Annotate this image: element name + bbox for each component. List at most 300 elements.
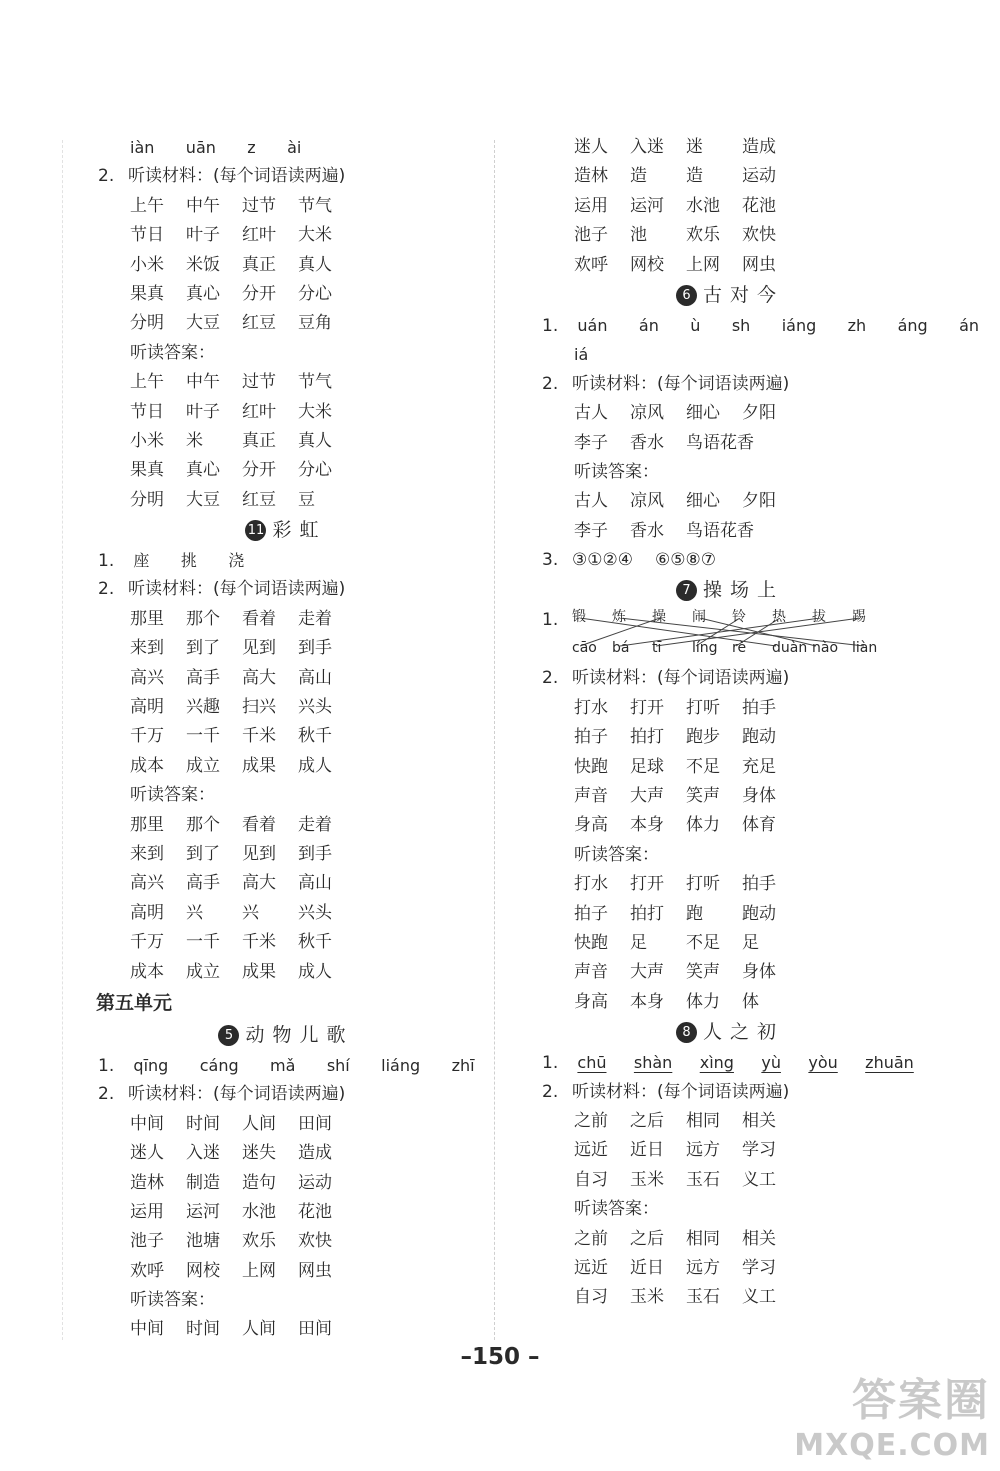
word: 体 xyxy=(742,991,759,1012)
word-row xyxy=(96,368,476,397)
word: 池 xyxy=(630,225,647,246)
word: 玉米 xyxy=(630,1169,664,1190)
lesson-number-badge: 6 xyxy=(676,285,697,306)
word-row xyxy=(96,1227,476,1256)
word-row xyxy=(540,221,920,250)
word: 兴头 xyxy=(298,697,332,718)
word: 兴趣 xyxy=(186,697,220,718)
word: 花池 xyxy=(298,1201,332,1222)
word: 成果 xyxy=(242,961,276,982)
word-row xyxy=(96,664,476,693)
question-1: 1. 座 挑 浇 xyxy=(98,551,245,572)
word: 看着 xyxy=(242,814,276,835)
word: 入迷 xyxy=(630,137,664,157)
word: 红叶 xyxy=(242,401,276,422)
lesson-heading: 7 操场上 xyxy=(540,575,920,606)
word: 高山 xyxy=(298,667,332,688)
word: 迷失 xyxy=(242,1143,276,1164)
word: 相关 xyxy=(742,1110,776,1131)
word-row xyxy=(96,840,476,869)
word: 身高 xyxy=(574,991,608,1012)
word: 来到 xyxy=(130,843,164,864)
word-row xyxy=(540,723,920,752)
word: 造 xyxy=(686,166,703,187)
answer-rows xyxy=(540,870,920,1017)
word-row xyxy=(96,605,476,634)
word: 走着 xyxy=(298,814,332,835)
word: 运用 xyxy=(574,195,608,216)
answer-rows xyxy=(540,487,920,546)
word: 香水 xyxy=(630,520,664,541)
word: 高大 xyxy=(242,667,276,688)
word: 扫兴 xyxy=(242,697,276,718)
word: 跑步 xyxy=(686,727,720,748)
word: 不足 xyxy=(686,756,720,777)
word-row xyxy=(540,1225,920,1254)
word: 凉风 xyxy=(630,491,664,512)
question-2-label: 2. 听读材料：(每个词语读两遍) xyxy=(98,1084,346,1105)
left-margin-rule xyxy=(62,140,63,1340)
word: 时间 xyxy=(186,1319,220,1340)
word: 远方 xyxy=(686,1140,720,1161)
word-row xyxy=(96,958,476,987)
word: 跑动 xyxy=(742,727,776,748)
word: 果真 xyxy=(130,460,164,481)
answer-rows xyxy=(540,1225,920,1313)
word: 高大 xyxy=(242,873,276,894)
word-rows xyxy=(540,399,920,458)
word-row xyxy=(540,1136,920,1165)
word: 欢快 xyxy=(742,225,776,246)
word: 上网 xyxy=(242,1260,276,1281)
word: 真正 xyxy=(242,430,276,451)
answer-rows xyxy=(96,811,476,987)
answer-rows xyxy=(96,1315,476,1344)
word: 运河 xyxy=(630,195,664,216)
right-column xyxy=(540,133,980,1313)
word: 秋千 xyxy=(298,932,332,953)
word: 成立 xyxy=(186,755,220,776)
word: 造林 xyxy=(130,1172,164,1193)
word: 千米 xyxy=(242,932,276,953)
question-2-label: 2. 听读材料：(每个词语读两遍) xyxy=(542,1081,790,1102)
word: 到了 xyxy=(186,638,220,659)
word: 欢呼 xyxy=(574,254,608,275)
word: 叶子 xyxy=(186,225,220,246)
word: 打水 xyxy=(574,697,608,718)
word: 鸟语花香 xyxy=(686,520,754,541)
word-row xyxy=(540,900,920,929)
word-row xyxy=(96,309,476,338)
word: 玉米 xyxy=(630,1287,664,1308)
word: 兴 xyxy=(186,902,203,923)
word: 秋千 xyxy=(298,726,332,747)
word: 豆 xyxy=(298,489,315,510)
word-row xyxy=(96,456,476,485)
word: 身体 xyxy=(742,962,776,983)
word: 身高 xyxy=(574,815,608,836)
word: 红豆 xyxy=(242,489,276,510)
word-row xyxy=(96,1257,476,1286)
match-pinyin: cāo bá tī líng rè duàn nào liàn xyxy=(572,640,878,657)
word: 拍打 xyxy=(630,903,664,924)
word: 本身 xyxy=(630,991,664,1012)
word: 成果 xyxy=(242,755,276,776)
word: 高手 xyxy=(186,667,220,688)
word-row xyxy=(96,634,476,663)
word: 看着 xyxy=(242,608,276,629)
word: 学习 xyxy=(742,1257,776,1278)
word: 上网 xyxy=(686,254,720,275)
word: 真正 xyxy=(242,254,276,275)
word: 米饭 xyxy=(186,254,220,275)
word: 过节 xyxy=(242,195,276,216)
word: 相同 xyxy=(686,1110,720,1131)
word: 之后 xyxy=(630,1228,664,1249)
word: 细心 xyxy=(686,403,720,424)
match-characters: 锻 炼 操 闹 铃 热 拔 踢 xyxy=(572,609,866,626)
word: 李子 xyxy=(574,432,608,453)
lesson-number-badge: 7 xyxy=(676,580,697,601)
word-rows xyxy=(96,1110,476,1286)
word: 之前 xyxy=(574,1110,608,1131)
word: 快跑 xyxy=(574,756,608,777)
word: 造 xyxy=(630,166,647,187)
word: 笑声 xyxy=(686,786,720,807)
question-1: 1. uán án ù sh iáng zh áng án xyxy=(542,315,980,336)
word: 分明 xyxy=(130,489,164,510)
word: 分开 xyxy=(242,283,276,304)
word: 运动 xyxy=(298,1172,332,1193)
word: 高明 xyxy=(130,902,164,923)
word: 玉石 xyxy=(686,1287,720,1308)
word: 运河 xyxy=(186,1201,220,1222)
word-rows xyxy=(96,192,476,339)
answer-label: 听读答案： xyxy=(130,1290,215,1311)
word: 不足 xyxy=(686,932,720,953)
word: 分开 xyxy=(242,460,276,481)
word-row xyxy=(96,1110,476,1139)
word-row xyxy=(96,752,476,781)
word: 高明 xyxy=(130,697,164,718)
word: 节日 xyxy=(130,401,164,422)
word: 水池 xyxy=(242,1201,276,1222)
word: 学习 xyxy=(742,1140,776,1161)
word: 足 xyxy=(630,932,647,953)
question-2-label: 2. 听读材料：(每个词语读两遍) xyxy=(98,579,346,600)
word: 义工 xyxy=(742,1169,776,1190)
word: 豆角 xyxy=(298,313,332,334)
word: 欢乐 xyxy=(686,225,720,246)
word: 大豆 xyxy=(186,313,220,334)
word-row xyxy=(540,782,920,811)
word: 拍打 xyxy=(630,727,664,748)
word: 千米 xyxy=(242,726,276,747)
word: 池塘 xyxy=(186,1231,220,1252)
word-row xyxy=(540,487,920,516)
word: 真心 xyxy=(186,283,220,304)
word: 足球 xyxy=(630,756,664,777)
word: 造成 xyxy=(742,137,776,157)
word: 红叶 xyxy=(242,225,276,246)
word-row xyxy=(540,811,920,840)
lesson-heading: 8 人之初 xyxy=(540,1017,920,1048)
word: 大声 xyxy=(630,786,664,807)
answer-label: 听读答案： xyxy=(574,461,659,482)
word: 欢快 xyxy=(298,1231,332,1252)
lesson-heading: 6 古对今 xyxy=(540,280,920,311)
word: 千万 xyxy=(130,726,164,747)
word: 打水 xyxy=(574,874,608,895)
word-row xyxy=(96,1198,476,1227)
answer-label: 听读答案： xyxy=(130,785,215,806)
question-2-label: 2. 听读材料：(每个词语读两遍) xyxy=(542,668,790,689)
word-row xyxy=(540,958,920,987)
word-row xyxy=(96,1139,476,1168)
top-pinyin-line: iàn uān z ài xyxy=(130,138,302,157)
word-row xyxy=(540,517,920,546)
word: 人间 xyxy=(242,1113,276,1134)
word: 网校 xyxy=(186,1260,220,1281)
word: 见到 xyxy=(242,638,276,659)
word: 时间 xyxy=(186,1113,220,1134)
word: 自习 xyxy=(574,1287,608,1308)
word: 高手 xyxy=(186,873,220,894)
word: 过节 xyxy=(242,372,276,393)
word-row xyxy=(540,694,920,723)
word: 拍手 xyxy=(742,697,776,718)
word: 那里 xyxy=(130,608,164,629)
word: 体育 xyxy=(742,815,776,836)
word: 叶子 xyxy=(186,401,220,422)
left-column xyxy=(96,133,476,1345)
word: 打开 xyxy=(630,874,664,895)
word: 之前 xyxy=(574,1228,608,1249)
word: 中间 xyxy=(130,1319,164,1340)
word: 水池 xyxy=(686,195,720,216)
question-3: 3. ③①②④ ⑥⑤⑧⑦ xyxy=(542,550,716,571)
word: 大米 xyxy=(298,401,332,422)
word: 拍子 xyxy=(574,727,608,748)
word: 打听 xyxy=(686,874,720,895)
word: 自习 xyxy=(574,1169,608,1190)
word-row xyxy=(540,870,920,899)
word: 声音 xyxy=(574,786,608,807)
word-row xyxy=(540,1166,920,1195)
word: 网校 xyxy=(630,254,664,275)
word-row xyxy=(96,1315,476,1344)
word: 造句 xyxy=(242,1172,276,1193)
word: 玉石 xyxy=(686,1169,720,1190)
word: 声音 xyxy=(574,962,608,983)
word: 花池 xyxy=(742,195,776,216)
word-row xyxy=(96,221,476,250)
lesson-number-badge: 11 xyxy=(245,520,266,541)
word: 古人 xyxy=(574,403,608,424)
word-row xyxy=(540,399,920,428)
word-row xyxy=(540,133,920,162)
word: 欢呼 xyxy=(130,1260,164,1281)
word: 真心 xyxy=(186,460,220,481)
question-2-label: 2. 听读材料：(每个词语读两遍) xyxy=(98,166,346,187)
unit-title: 第五单元 xyxy=(96,991,173,1014)
word-rows xyxy=(540,1107,920,1195)
page-number: –150 – xyxy=(460,1344,540,1370)
word: 一千 xyxy=(186,932,220,953)
word: 体力 xyxy=(686,815,720,836)
word: 夕阳 xyxy=(742,491,776,512)
answer-rows xyxy=(96,368,476,515)
lesson-heading: 5 动物儿歌 xyxy=(96,1020,476,1051)
word: 成立 xyxy=(186,961,220,982)
word: 跑动 xyxy=(742,903,776,924)
word: 人间 xyxy=(242,1319,276,1340)
word: 快跑 xyxy=(574,932,608,953)
word: 果真 xyxy=(130,283,164,304)
watermark-logo: 答案圈 MXQE.COM xyxy=(794,1375,990,1463)
word: 网虫 xyxy=(298,1260,332,1281)
word: 近日 xyxy=(630,1140,664,1161)
word-row xyxy=(96,693,476,722)
word: 香水 xyxy=(630,432,664,453)
matching-question: 1. 锻 炼 操 闹 铃 热 拔 踢 cāo bá tī líng rè duàn nào liàn xyxy=(540,606,920,664)
word: 打听 xyxy=(686,697,720,718)
word-row xyxy=(96,192,476,221)
word: 兴头 xyxy=(298,902,332,923)
word: 节气 xyxy=(298,372,332,393)
word: 迷人 xyxy=(574,137,608,157)
word: 真人 xyxy=(298,254,332,275)
word-row xyxy=(540,1283,920,1312)
word: 千万 xyxy=(130,932,164,953)
word: 相同 xyxy=(686,1228,720,1249)
word-row xyxy=(540,988,920,1017)
word: 细心 xyxy=(686,491,720,512)
word: 那个 xyxy=(186,608,220,629)
word-row xyxy=(96,251,476,280)
word: 到了 xyxy=(186,843,220,864)
word: 造成 xyxy=(298,1143,332,1164)
word: 高兴 xyxy=(130,667,164,688)
word: 小米 xyxy=(130,430,164,451)
word-rows xyxy=(96,605,476,781)
word: 大米 xyxy=(298,225,332,246)
word: 分心 xyxy=(298,460,332,481)
word: 池子 xyxy=(574,225,608,246)
word: 运用 xyxy=(130,1201,164,1222)
word: 欢乐 xyxy=(242,1231,276,1252)
answer-label: 听读答案： xyxy=(574,1199,659,1220)
word: 体力 xyxy=(686,991,720,1012)
word: 近日 xyxy=(630,1257,664,1278)
word: 那里 xyxy=(130,814,164,835)
word-row xyxy=(96,427,476,456)
word: 那个 xyxy=(186,814,220,835)
word-rows xyxy=(540,694,920,841)
word-rows xyxy=(540,133,920,280)
word: 造林 xyxy=(574,166,608,187)
answer-label: 听读答案： xyxy=(130,342,215,363)
word: 田间 xyxy=(298,1319,332,1340)
word: 古人 xyxy=(574,491,608,512)
word: 小米 xyxy=(130,254,164,275)
column-divider xyxy=(494,140,495,1340)
word: 运动 xyxy=(742,166,776,187)
word: 迷 xyxy=(686,137,703,157)
word: 迷人 xyxy=(130,1143,164,1164)
word: 拍手 xyxy=(742,874,776,895)
lesson-number-badge: 8 xyxy=(676,1022,697,1043)
word-row xyxy=(96,280,476,309)
word: 之后 xyxy=(630,1110,664,1131)
word: 到手 xyxy=(298,638,332,659)
word: 上午 xyxy=(130,195,164,216)
word: 分心 xyxy=(298,283,332,304)
word-row xyxy=(96,1169,476,1198)
word: 中午 xyxy=(186,372,220,393)
word: 本身 xyxy=(630,815,664,836)
word: 网虫 xyxy=(742,254,776,275)
word-row xyxy=(96,722,476,751)
lesson-number-badge: 5 xyxy=(218,1025,239,1046)
question-1-wrap: iá xyxy=(574,345,589,365)
word: 田间 xyxy=(298,1113,332,1134)
word: 中间 xyxy=(130,1113,164,1134)
word: 鸟语花香 xyxy=(686,432,754,453)
question-1: 1. chū shàn xìng yù yòu zhuān xyxy=(542,1053,914,1074)
word: 见到 xyxy=(242,843,276,864)
word: 成本 xyxy=(130,961,164,982)
word: 义工 xyxy=(742,1287,776,1308)
word-row xyxy=(540,1254,920,1283)
question-1: 1. qīng cáng mǎ shí liáng zhī xyxy=(98,1055,475,1076)
word-row xyxy=(540,251,920,280)
word: 上午 xyxy=(130,372,164,393)
word: 来到 xyxy=(130,638,164,659)
word: 大豆 xyxy=(186,489,220,510)
word-row xyxy=(540,162,920,191)
word-row xyxy=(540,929,920,958)
word: 身体 xyxy=(742,786,776,807)
word: 制造 xyxy=(186,1172,220,1193)
word: 拍子 xyxy=(574,903,608,924)
word: 打开 xyxy=(630,697,664,718)
word: 一千 xyxy=(186,726,220,747)
word: 夕阳 xyxy=(742,403,776,424)
word: 足 xyxy=(742,932,759,953)
word: 高兴 xyxy=(130,873,164,894)
word: 成人 xyxy=(298,961,332,982)
word: 真人 xyxy=(298,430,332,451)
lesson-heading: 11 彩虹 xyxy=(96,515,476,546)
word-row xyxy=(540,192,920,221)
word-row xyxy=(96,811,476,840)
word: 高山 xyxy=(298,873,332,894)
word: 走着 xyxy=(298,608,332,629)
word: 红豆 xyxy=(242,313,276,334)
word: 米 xyxy=(186,430,203,451)
word-row xyxy=(96,398,476,427)
word-row xyxy=(540,753,920,782)
word: 远近 xyxy=(574,1257,608,1278)
word: 李子 xyxy=(574,520,608,541)
word: 节日 xyxy=(130,225,164,246)
word: 节气 xyxy=(298,195,332,216)
word: 成人 xyxy=(298,755,332,776)
word-row xyxy=(96,899,476,928)
word-row xyxy=(540,1107,920,1136)
word: 笑声 xyxy=(686,962,720,983)
